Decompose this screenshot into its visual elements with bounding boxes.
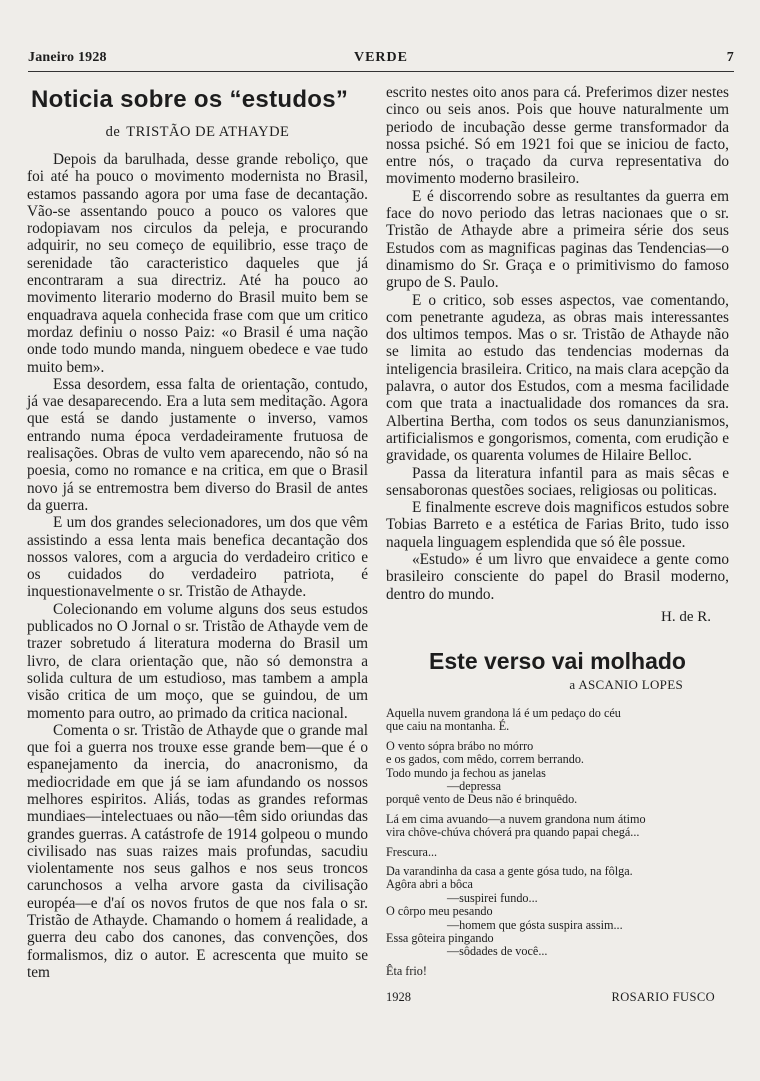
poem-line: que caiu na montanha. É.	[386, 719, 510, 734]
poem-line: —depressa	[386, 778, 502, 793]
poem-line: Aquella nuvem grandona lá é um pedaço do céu	[386, 705, 621, 720]
issue-date: Janeiro 1928	[28, 50, 107, 65]
article-title: Noticia sobre os “estudos”	[31, 86, 349, 113]
poem-line: O vento sópra brábo no mórro	[386, 738, 534, 753]
poem-title: Este verso vai molhado	[429, 647, 686, 674]
poem-line: Lá em cima avuando—a nuvem grandona num átimo	[386, 811, 646, 826]
paragraph: Depois da barulhada, desse grande reboliço, que foi até ha pouco o movimento modernista no Brasil, estamos passando agora por uma fase de decantação. Vão-se assentando pouco a pouco os valores que rodopiavam nos circulos da peleja, e procurando adquirir, no seu começo de equilibrio, esse traço de serenidade tão caracteristico daqueles que já encontraram a sua directriz. Até ha pouco ao movimento literario moderno do Brasil muito bem se enquadrava aquela conhecida frase com que um critico mordaz definiu o nosso Paiz: «o Brasil é uma nação onde todo mundo manda, ninguem obedece e vae tudo muito bem».	[27, 151, 368, 376]
article-signature: H. de R.	[661, 608, 711, 625]
poem-line: Êta frio!	[386, 963, 427, 978]
poem-year: 1928	[386, 990, 411, 1005]
poem-line: Essa gôteira pingando	[386, 931, 494, 945]
paragraph: «Estudo» é um livro que envaidece a gente como brasileiro consciente do papel do Brasil moderno, dentro do mundo.	[386, 551, 729, 603]
magazine-name: VERDE	[353, 50, 408, 65]
poem-line: Agôra abri a bôca	[386, 877, 473, 892]
paragraph-continued: escrito nestes oito anos para cá. Preferimos dizer nestes cinco ou seis anos. Pois que houve naturalmente um periodo de incubação desse germe transformador da nossa psiché. Só em 1921 foi que se iniciou de facto, entre nós, o traçado da curva representativa do movimento moderno brasileiro.	[386, 84, 729, 188]
paragraph: Comenta o sr. Tristão de Athayde que o grande mal que foi a guerra nos trouxe esse grande bem—que é o espanejamento da inercia, do anacronismo, da mediocridade em que já se iam afundando os nossos melhores espiritos. Aliás, todas as grandes reformas mundiaes—intelectuaes ou não—têm sido oriundas das grandes guerras. A catástrofe de 1914 golpeou o mundo civilisado nas suas raizes mais profundas, sacudiu violentamente nos seus galhos e nos seus troncos carunchosos a velha arvore gasta da civilisação européa—e d'aí os novos frutos de que nos fala o sr. Tristão de Athayde. Chamando o homem á realidade, a guerra deu cabo dos canones, das convenções, dos formalismos, diz o autor. E acrescenta que muito se tem	[27, 721, 368, 981]
left-column	[27, 84, 368, 981]
poem-line: —sôdades de você...	[386, 944, 548, 959]
poem-line: vira chôve-chúva chóverá pra quando papai chegá...	[386, 825, 640, 840]
byline-prefix: de	[105, 124, 121, 140]
page-number: 7	[726, 50, 734, 65]
poem-body	[386, 707, 729, 978]
byline-author: TRISTÃO DE ATHAYDE	[126, 124, 290, 140]
paragraph: Essa desordem, essa falta de orientação, contudo, já vae desaparecendo. Era a luta sem meditação. Agora que está se dando justamente o inverso, vamos entrando numa época verdadeiramente frutuosa de realisações. Obras de vulto vem aparecendo, não só na poesia, como no romance e na critica, em que o Brasil novo já se entremostra bem diverso do Brasil de antes da guerra.	[27, 375, 368, 514]
poem-line: Da varandinha da casa a gente gósa tudo, na fôlga.	[386, 863, 633, 878]
paragraph: E o critico, sob esses aspectos, vae comentando, com penetrante agudeza, as obras mais interessantes dos ultimos tempos. Mas o sr. Tristão de Athayde não se limita ao estudo das tendencias modernas da inteligencia brasileira. Critico, na mais clara acepção da palavra, o autor dos Estudos, com a mesma facilidade com que trata a inactualidade dos romances da sra. Albertina Bertha, com todos os seus danunzianismos, artificialismos e gongorismos, comenta, com erudição e gravidade, os quarenta volumes de Hilaire Belloc.	[386, 291, 729, 465]
poem-author: ROSARIO FUSCO	[611, 990, 715, 1005]
poem-footer	[386, 990, 729, 1006]
article-body-left	[27, 151, 368, 981]
paragraph: Passa da literatura infantil para as mais sêcas e sensaboronas questões sociaes, religiosas ou politicas.	[386, 464, 729, 499]
header-rule	[28, 71, 734, 72]
poem-line: O côrpo meu pesando	[386, 904, 493, 919]
poem-line: Frescura...	[386, 844, 438, 859]
article-byline	[27, 124, 368, 141]
poem-line: porquê vento de Deus não é brinquêdo.	[386, 792, 578, 807]
running-head	[28, 50, 734, 72]
article-body-right	[386, 84, 729, 603]
paragraph: Colecionando em volume alguns dos seus estudos publicados no O Jornal o sr. Tristão de Athayde vem de trazer sobretudo á literatura moderna do Brasil um livro, de clara orientação que, não só demonstra a solida cultura de um estudioso, mas tambem a ampla visão critica de um moço, que se guindou, de um momento para outro, ao primado da critica nacional.	[27, 600, 368, 722]
right-column	[386, 84, 729, 1006]
poem-line: —suspirei fundo...	[386, 890, 538, 905]
paragraph: E é discorrendo sobre as resultantes da guerra em face do novo periodo das letras nacionaes que o sr. Tristão de Athayde abre a primeira série dos seus Estudos com as magnificas paginas das Tendencias—o dinamismo do Sr. Graça e o primitivismo do famoso grupo de S. Paulo.	[386, 187, 729, 292]
poem-line: Todo mundo ja fechou as janelas	[386, 765, 546, 780]
paragraph: E finalmente escreve dois magnificos estudos sobre Tobias Barreto e a estética de Farias Brito, tudo isso naquela linguagem esplendida que só êle possue.	[386, 499, 729, 551]
poem-line: e os gados, com mêdo, correm berrando.	[386, 752, 584, 767]
paragraph: E um dos grandes selecionadores, um dos que vêm assistindo a essa lenta mais benefica decantação dos nossos valores, com a arguciа do verdadeiro critico e os cuidados do verdadeiro patriota, é inquestionavelmente o sr. Tristão de Athayde.	[27, 514, 368, 601]
poem-line: —homem que gósta suspira assim...	[386, 917, 623, 932]
poem-dedication: a ASCANIO LOPES	[569, 676, 683, 692]
